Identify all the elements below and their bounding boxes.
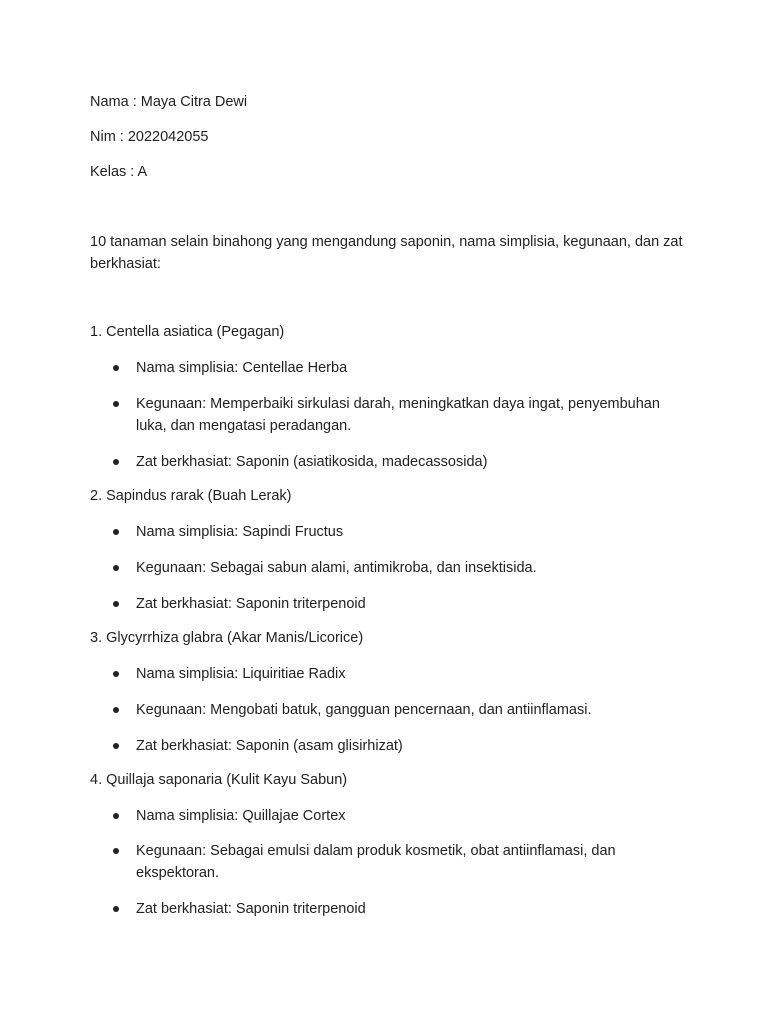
list-item — [113, 521, 693, 543]
plant-4-title: 4. Quillaja saponaria (Kulit Kayu Sabun) — [90, 772, 348, 788]
list-item — [113, 593, 693, 615]
bullet-icon — [113, 906, 119, 912]
bullet-icon — [113, 707, 119, 713]
plant-1-title: 1. Centella asiatica (Pegagan) — [90, 324, 285, 340]
plant-2-zat: Zat berkhasiat: Saponin triterpenoid — [136, 596, 366, 612]
list-item — [113, 805, 693, 827]
list-item — [113, 663, 693, 685]
bullet-icon — [113, 671, 119, 677]
list-item — [113, 451, 693, 473]
plant-4-kegunaan: Kegunaan: Sebagai emulsi dalam produk kosmetik, obat antiinflamasi, dan ekspektoran. — [136, 843, 616, 881]
plant-3-simplisia: Nama simplisia: Liquiritiae Radix — [136, 666, 346, 682]
student-class: Kelas : A — [90, 164, 148, 180]
intro-paragraph: 10 tanaman selain binahong yang mengandung saponin, nama simplisia, kegunaan, dan zat berkhasiat: — [90, 234, 683, 272]
bullet-icon — [113, 459, 119, 465]
bullet-icon — [113, 813, 119, 819]
bullet-icon — [113, 743, 119, 749]
list-item — [113, 735, 693, 757]
plant-4-zat: Zat berkhasiat: Saponin triterpenoid — [136, 901, 366, 917]
bullet-icon — [113, 848, 119, 854]
list-item — [113, 898, 693, 920]
plant-2-simplisia: Nama simplisia: Sapindi Fructus — [136, 524, 344, 540]
plant-3-title: 3. Glycyrrhiza glabra (Akar Manis/Licorice) — [90, 630, 364, 646]
student-nim: Nim : 2022042055 — [90, 129, 209, 145]
plant-2-kegunaan: Kegunaan: Sebagai sabun alami, antimikroba, dan insektisida. — [136, 560, 537, 576]
bullet-icon — [113, 601, 119, 607]
list-item — [113, 699, 693, 721]
list-item — [113, 393, 693, 437]
plant-1-kegunaan: Kegunaan: Memperbaiki sirkulasi darah, meningkatkan daya ingat, penyembuhan luka, dan mengatasi peradangan. — [136, 396, 660, 434]
bullet-icon — [113, 365, 119, 371]
list-item — [113, 557, 693, 579]
bullet-icon — [113, 401, 119, 407]
plant-3-zat: Zat berkhasiat: Saponin (asam glisirhizat) — [136, 738, 403, 754]
list-item — [113, 840, 693, 884]
plant-3-kegunaan: Kegunaan: Mengobati batuk, gangguan pencernaan, dan antiinflamasi. — [136, 702, 592, 718]
plant-4-simplisia: Nama simplisia: Quillajae Cortex — [136, 808, 346, 824]
plant-2-title: 2. Sapindus rarak (Buah Lerak) — [90, 488, 292, 504]
bullet-icon — [113, 565, 119, 571]
plant-1-zat: Zat berkhasiat: Saponin (asiatikosida, madecassosida) — [136, 454, 488, 470]
list-item — [113, 357, 693, 379]
bullet-icon — [113, 529, 119, 535]
plant-1-simplisia: Nama simplisia: Centellae Herba — [136, 360, 348, 376]
student-name: Nama : Maya Citra Dewi — [90, 94, 248, 110]
